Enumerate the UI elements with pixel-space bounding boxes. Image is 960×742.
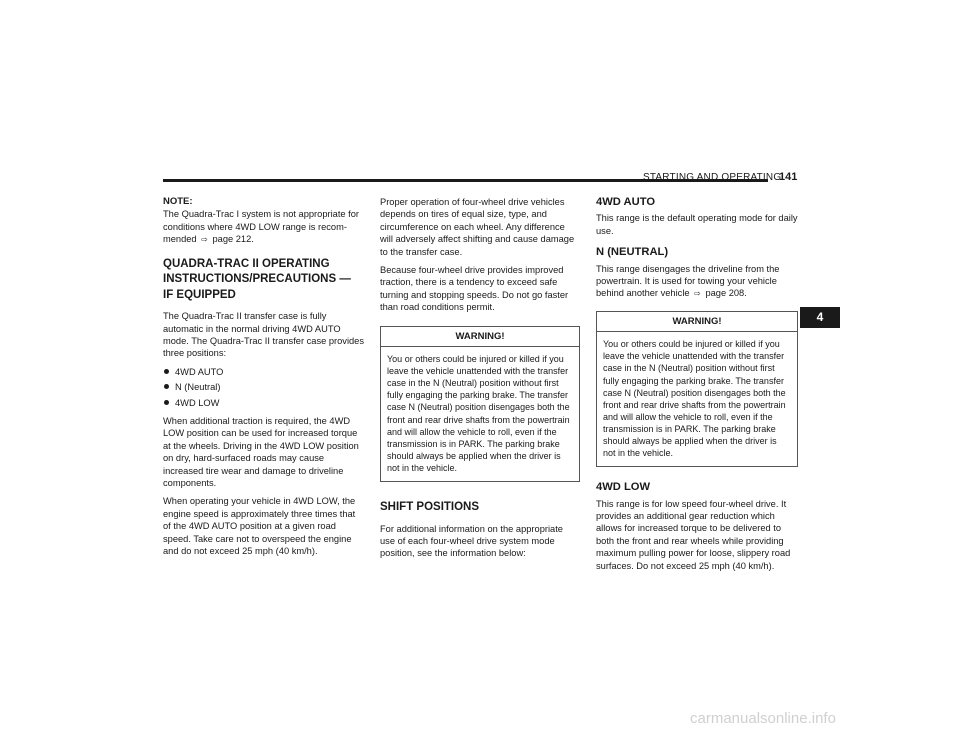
bullet-icon [164, 384, 169, 389]
heading-line: QUADRA-TRAC II OPERATING [163, 257, 330, 270]
column-right [596, 196, 798, 578]
list-item-text: 4WD AUTO [175, 366, 224, 377]
chapter-tab: 4 [800, 307, 840, 328]
running-header-title: STARTING AND OPERATING [643, 172, 782, 183]
paragraph-traction-speed: Because four-wheel drive provides improved traction, there is a tendency to exceed safe turning and stopping speeds. Do not go faster than road conditions permit. [380, 265, 569, 313]
bullet-icon [164, 400, 169, 405]
warning-title: WARNING! [381, 327, 579, 347]
list-item [163, 366, 365, 378]
list-item-text: N (Neutral) [175, 382, 221, 393]
warning-title: WARNING! [597, 312, 797, 332]
paragraph-tire-size: Proper operation of four-wheel drive vehicles depends on tires of equal size, type, and circumference on each wheel. Any difference will adversely affect shifting and cause damage to the transfer case. [380, 197, 575, 257]
neutral-page-reference[interactable]: page 208. [705, 288, 747, 299]
watermark: carmanualsonline.info [690, 710, 836, 727]
page-reference-arrow-icon: ⇨ [694, 289, 701, 299]
list-item [163, 397, 365, 409]
note-label: NOTE: [163, 196, 193, 207]
paragraph-4wd-low: This range is for low speed four-wheel drive. It provides an additional gear reduction which allows for increased torque to be delivered to both the front and rear wheels while providing maximum pulling power for loose, slippery road surfaces. Do not exceed 25 mph (40 km/h). [596, 498, 791, 571]
section-heading-shift-positions: SHIFT POSITIONS [380, 501, 480, 513]
note-page-reference[interactable]: page 212. [212, 234, 254, 245]
section-heading-quadra-trac [163, 257, 365, 304]
heading-line: IF EQUIPPED [163, 288, 236, 301]
neutral-body: This range disengages the driveline from the powertrain. It is used for towing your vehicle behind another vehicle [596, 263, 780, 299]
heading-4wd-auto: 4WD AUTO [596, 196, 656, 208]
note-body: The Quadra-Trac I system is not appropriate for conditions where 4WD LOW range is recom-mended [163, 209, 360, 245]
paragraph-shift-info: For additional information on the appropriate use of each four-wheel drive system mode position, see the information below: [380, 523, 563, 559]
paragraph-engine-speed: When operating your vehicle in 4WD LOW, the engine speed is approximately three times that of the 4WD AUTO position at a given road speed. Take care not to overspeed the engine and do not exceed 25 mph (40 km/h). [163, 496, 356, 557]
warning-text: You or others could be injured or killed if you leave the vehicle unattended with the transfer case in the N (Neutral) position without first fully engaging the parking brake. The transfer case N (Neutral) position disengages both the front and rear drive shafts from the powertrain and will allow the vehicle to roll, even if the transmission is in PARK. The parking brake should always be applied when the driver is not in the vehicle. [387, 354, 570, 473]
heading-neutral: N (NEUTRAL) [596, 246, 669, 259]
note-text [163, 208, 365, 246]
paragraph-4wd-low-traction: When additional traction is required, the 4WD LOW position can be used for increased torque at the wheels. Driving in the 4WD LOW position on dry, hard-surfaced roads may cause increased tire wear and damage to driveline components. [163, 415, 359, 488]
column-left [163, 196, 365, 563]
heading-4wd-low: 4WD LOW [596, 481, 651, 494]
heading-line: INSTRUCTIONS/PRECAUTIONS — [163, 273, 351, 286]
bullet-icon [164, 369, 169, 374]
warning-box [380, 326, 580, 482]
page-reference-arrow-icon: ⇨ [201, 235, 208, 245]
positions-list [163, 366, 365, 409]
paragraph-neutral [596, 263, 798, 301]
page-number: 141 [779, 171, 798, 183]
intro-paragraph: The Quadra-Trac II transfer case is fully automatic in the normal driving 4WD AUTO mode. The Quadra-Trac II transfer case provides three positions: [163, 311, 365, 359]
column-middle [380, 196, 580, 566]
list-item [163, 381, 365, 393]
warning-box [596, 311, 798, 467]
list-item-text: 4WD LOW [175, 397, 220, 408]
paragraph-4wd-auto: This range is the default operating mode for daily use. [596, 213, 798, 236]
warning-text: You or others could be injured or killed if you leave the vehicle unattended with the transfer case in the N (Neutral) position without first fully engaging the parking brake. The transfer case N (Neutral) position disengages both the front and rear drive shafts from the powertrain and will allow the vehicle to roll, even if the transmission is in PARK. The parking brake should always be applied when the driver is not in the vehicle. [603, 339, 786, 459]
